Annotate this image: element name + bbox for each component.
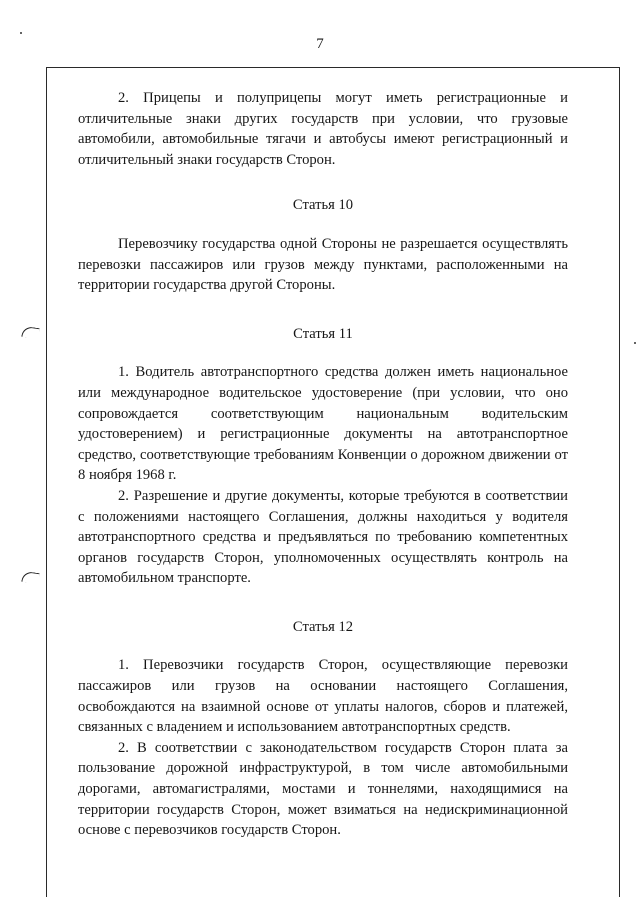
speck-mark (20, 32, 22, 34)
article-10-paragraph-1: Перевозчику государства одной Стороны не разрешается осуществлять перевозки пассажиров или грузов между пунктами, расположенными на территории государства другой Стороны. (78, 235, 568, 294)
document-body (78, 88, 568, 841)
article-11-paragraph-1: 1. Водитель автотранспортного средства должен иметь национальное или международное водительское удостоверение (при условии, что оно сопровождается соответствующим национальным водительским удостоверением) и регистрационные документы на автотранспортное средство, соответствующие требованиям Конвенции о дорожном движении от 8 ноября 1968 г. (78, 364, 568, 484)
article-10-heading: Статья 10 (292, 197, 354, 214)
article-12-heading: Статья 12 (292, 618, 354, 635)
article-12-paragraph-1: 1. Перевозчики государств Сторон, осуществляющие перевозки пассажиров или грузов на основании настоящего Соглашения, освобождаются на взаимной основе от уплаты налогов, сборов и платежей, связанных с владением и использованием автотранспортных средств. (78, 657, 568, 736)
article-12-paragraph-2: 2. В соответствии с законодательством государств Сторон плата за пользование дорожной инфраструктурой, в том числе автомобильными дорогами, автомагистралями, мостами и тоннелями, находящимися на территории государств Сторон, может взиматься на недискриминационной основе с перевозчиков государств Сторон. (78, 739, 568, 839)
article-11-heading: Статья 11 (293, 325, 353, 342)
article-11-paragraph-2: 2. Разрешение и другие документы, которые требуются в соответствии с положениями настоящего Соглашения, должны находиться у водителя автотранспортного средства и предъявляться по требованию компетентных органов государств Сторон, уполномоченных осуществлять контроль на автомобильном транспорте. (78, 487, 568, 587)
page-number: 7 (316, 36, 324, 52)
binding-mark (21, 571, 39, 584)
binding-mark (21, 326, 39, 339)
speck-mark (634, 342, 636, 344)
article-9-paragraph-2: 2. Прицепы и полуприцепы могут иметь регистрационные и отличительные знаки других государств при условии, что грузовые автомобили, автомобильные тягачи и автобусы имеют регистрационный и отличительный знаки государств Сторон. (78, 90, 568, 168)
